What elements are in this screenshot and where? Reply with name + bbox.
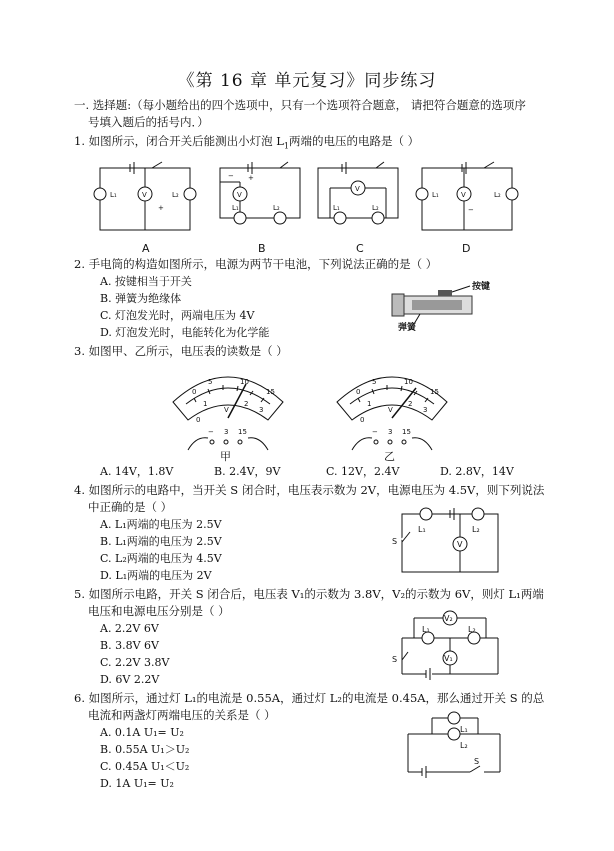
svg-text:L₂: L₂	[460, 741, 468, 750]
q1-caption-d: D	[462, 242, 471, 255]
svg-text:3: 3	[388, 428, 393, 436]
svg-text:L₁: L₁	[460, 725, 468, 734]
q2-option-c: C. 灯泡发光时，两端电压为 4V	[100, 309, 255, 322]
svg-text:L₁: L₁	[333, 204, 340, 212]
q3-option-c: C. 12V，2.4V	[326, 465, 400, 478]
q6-stem-cont: 电流和两盏灯两端电压的关系是（ ）	[88, 708, 276, 722]
section-heading: 一. 选择题:（每小题给出的四个选项中，只有一个选项符合题意， 请把符合题意的选项序	[74, 98, 526, 112]
svg-text:V: V	[224, 406, 229, 414]
svg-text:−: −	[372, 428, 378, 436]
svg-text:15: 15	[238, 428, 247, 436]
q3-voltmeter-jia	[168, 362, 288, 462]
q6-stem: 6. 如图所示，通过灯 L₁的电流是 0.55A，通过灯 L₂的电流是 0.45A，那么通过开关 S 的总	[74, 691, 545, 705]
svg-text:5: 5	[372, 378, 377, 386]
q3-option-b: B. 2.4V，9V	[214, 465, 281, 478]
svg-text:L₁: L₁	[418, 525, 426, 534]
svg-text:V: V	[461, 191, 466, 199]
q3-voltmeter-yi	[332, 362, 452, 462]
q5-option-c: C. 2.2V 3.8V	[100, 656, 170, 669]
svg-text:15: 15	[266, 388, 275, 396]
svg-text:S: S	[392, 655, 398, 664]
svg-text:L₂: L₂	[494, 191, 501, 199]
q1-stem: 1. 如图所示，闭合开关后能测出小灯泡 $L_1$两端的电压的电路是（ ）	[74, 134, 420, 151]
q6-option-b: B. 0.55A U₁＞U₂	[100, 743, 190, 756]
q1-caption-b: B	[258, 242, 266, 255]
svg-text:−: −	[208, 428, 214, 436]
svg-text:1: 1	[203, 400, 208, 408]
q3-caption-jia: 甲	[220, 450, 231, 463]
q4-circuit-figure	[392, 504, 502, 578]
q3-caption-yi: 乙	[384, 450, 395, 463]
svg-text:V₂: V₂	[444, 614, 453, 623]
svg-text:1: 1	[367, 400, 372, 408]
page-title: 《第 16 章 单元复习》同步练习	[177, 71, 437, 91]
q2-stem: 2. 手电筒的构造如图所示，电源为两节干电池，下列说法正确的是（ ）	[74, 257, 438, 271]
svg-text:V: V	[388, 406, 393, 414]
q6-option-d: D. 1A U₁= U₂	[100, 777, 174, 790]
q2-option-d: D. 灯泡发光时，电能转化为化学能	[100, 326, 270, 339]
q2-flashlight-figure	[392, 280, 504, 332]
svg-text:0: 0	[356, 388, 361, 396]
svg-text:V: V	[142, 191, 147, 199]
q4-option-b: B. L₁两端的电压为 2.5V	[100, 535, 222, 548]
q3-option-d: D. 2.8V，14V	[440, 465, 514, 478]
svg-text:10: 10	[404, 378, 413, 386]
svg-text:L₁: L₁	[232, 204, 239, 212]
svg-text:L₁: L₁	[110, 191, 117, 199]
q5-option-d: D. 6V 2.2V	[100, 673, 160, 686]
q3-stem: 3. 如图甲、乙所示，电压表的读数是（ ）	[74, 344, 288, 358]
svg-text:10: 10	[240, 378, 249, 386]
svg-text:L₁: L₁	[432, 191, 439, 199]
svg-text:L₂: L₂	[472, 525, 480, 534]
svg-text:3: 3	[224, 428, 229, 436]
svg-text:+: +	[158, 204, 164, 212]
q1-circuit-c	[318, 162, 398, 224]
svg-text:V: V	[457, 540, 463, 549]
q4-stem: 4. 如图所示的电路中，当开关 S 闭合时，电压表示数为 2V，电源电压为 4.5V，则下列说法	[74, 483, 545, 497]
q1-figure	[90, 150, 530, 260]
q5-option-b: B. 3.8V 6V	[100, 639, 159, 652]
svg-text:L₂: L₂	[172, 191, 179, 199]
svg-text:S: S	[474, 757, 480, 766]
svg-text:V: V	[237, 191, 242, 199]
svg-text:V₁: V₁	[444, 654, 453, 663]
q4-stem-cont: 中正确的是（ ）	[88, 500, 173, 514]
q6-circuit-figure	[404, 712, 504, 778]
svg-text:V: V	[355, 185, 360, 193]
svg-text:3: 3	[423, 406, 428, 414]
svg-text:0: 0	[360, 416, 365, 424]
svg-text:15: 15	[402, 428, 411, 436]
q1-caption-c: C	[356, 242, 364, 255]
q6-option-a: A. 0.1A U₁= U₂	[100, 726, 184, 739]
q4-option-d: D. L₁两端的电压为 2V	[100, 569, 212, 582]
svg-text:2: 2	[244, 400, 249, 408]
svg-text:0: 0	[192, 388, 197, 396]
label-spring: 弹簧	[398, 323, 417, 333]
svg-text:15: 15	[430, 388, 439, 396]
q5-circuit-figure	[392, 608, 502, 682]
svg-text:5: 5	[208, 378, 213, 386]
svg-text:L₁: L₁	[422, 625, 430, 634]
q5-option-a: A. 2.2V 6V	[100, 622, 159, 635]
svg-text:L₂: L₂	[273, 204, 280, 212]
q5-stem-cont: 电压和电源电压分别是（ ）	[88, 604, 230, 618]
q2-option-b: B. 弹簧为绝缘体	[100, 292, 182, 305]
label-key: 按键	[472, 282, 491, 292]
svg-text:0: 0	[196, 416, 201, 424]
section-heading-cont: 号填入题后的括号内．）	[88, 115, 209, 129]
svg-text:+: +	[248, 174, 254, 182]
svg-text:−: −	[468, 206, 474, 214]
svg-text:L₂: L₂	[372, 204, 379, 212]
svg-text:L₂: L₂	[468, 625, 476, 634]
q4-option-a: A. L₁两端的电压为 2.5V	[100, 518, 222, 531]
svg-text:−: −	[228, 172, 234, 180]
svg-text:S: S	[392, 537, 398, 546]
q2-option-a: A. 按键相当于开关	[100, 275, 192, 288]
svg-text:3: 3	[259, 406, 264, 414]
q6-option-c: C. 0.45A U₁＜U₂	[100, 760, 190, 773]
q1-caption-a: A	[142, 242, 150, 255]
q3-option-a: A. 14V，1.8V	[100, 465, 174, 478]
svg-text:2: 2	[408, 400, 413, 408]
q4-option-c: C. L₂两端的电压为 4.5V	[100, 552, 222, 565]
q5-stem: 5. 如图所示电路，开关 S 闭合后，电压表 V₁的示数为 3.8V，V₂的示数为 6V，则灯 L₁两端	[74, 587, 544, 601]
